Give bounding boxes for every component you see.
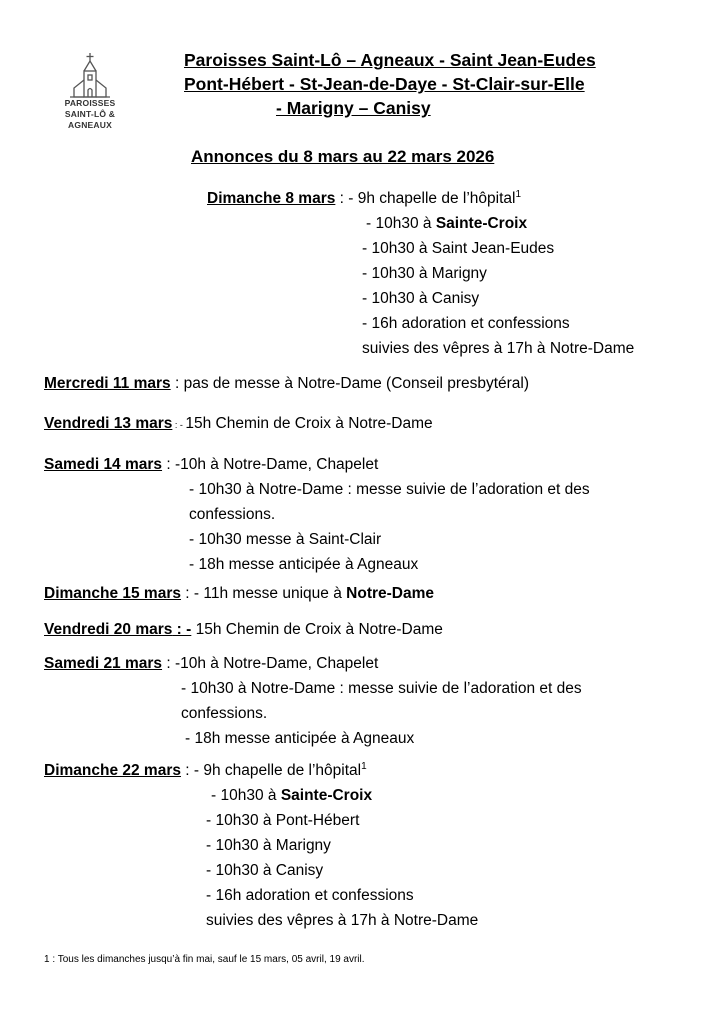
sunday-8-sep: : [335, 190, 349, 207]
sunday-8-line-1: - 9h chapelle de l’hôpital [348, 190, 516, 207]
logo-line-2: SAINT-LÔ & AGNEAUX [64, 109, 116, 130]
friday-20-block [44, 617, 443, 642]
wednesday-11-block [44, 371, 529, 396]
wednesday-11-text: : pas de messe à Notre-Dame (Conseil presbytéral) [170, 375, 530, 392]
sunday-8-line-5: - 10h30 à Canisy [362, 290, 480, 307]
header-line-1: Paroisses Saint-Lô – Agneaux - Saint Jean-Eudes [184, 50, 596, 70]
saturday-14-line-3: confessions. [189, 506, 276, 523]
header-line-2: Pont-Hébert - St-Jean-de-Daye - St-Clair-sur-Elle [184, 74, 585, 94]
sunday-8-block [207, 186, 634, 361]
sunday-22-line-4: - 10h30 à Marigny [206, 837, 331, 854]
sunday-22-line-7: suivies des vêpres à 17h à Notre-Dame [206, 912, 479, 929]
page-title: Annonces du 8 mars au 22 mars 2026 [191, 147, 495, 166]
friday-13-text: 15h Chemin de Croix à Notre-Dame [185, 415, 433, 432]
saturday-21-label: Samedi 21 mars [44, 655, 163, 672]
sunday-8-line-6: - 16h adoration et confessions [362, 315, 570, 332]
saturday-21-line-4: - 18h messe anticipée à Agneaux [185, 730, 415, 747]
sunday-15-text: : - 11h messe unique à [181, 585, 347, 602]
sunday-22-line-5: - 10h30 à Canisy [206, 862, 324, 879]
sunday-22-label: Dimanche 22 mars [44, 762, 181, 779]
church-icon [67, 52, 113, 98]
wednesday-11-label: Mercredi 11 mars [44, 375, 171, 392]
saturday-14-line-4: - 10h30 messe à Saint-Clair [189, 531, 382, 548]
saturday-21-line-3: confessions. [181, 705, 268, 722]
saturday-21-block [44, 651, 582, 751]
saturday-14-label: Samedi 14 mars [44, 456, 163, 473]
sunday-8-footnote-ref: 1 [515, 189, 522, 200]
sunday-22-line-6: - 16h adoration et confessions [206, 887, 414, 904]
sunday-8-label: Dimanche 8 mars [207, 190, 336, 207]
sunday-22-sep: : [181, 762, 194, 779]
sunday-8-line-2-bold: Sainte-Croix [435, 215, 528, 232]
friday-13-label: Vendredi 13 mars [44, 415, 173, 432]
sunday-15-bold: Notre-Dame [346, 585, 435, 602]
sunday-22-block [44, 758, 478, 933]
parish-logo [44, 52, 136, 131]
sunday-22-line-1: - 9h chapelle de l’hôpital [193, 762, 362, 779]
parish-header [184, 48, 596, 120]
friday-20-sep: : - [172, 621, 192, 638]
sunday-8-line-4: - 10h30 à Marigny [362, 265, 487, 282]
friday-13-block [44, 411, 433, 438]
sunday-22-line-2-bold: Sainte-Croix [280, 787, 373, 804]
saturday-14-line-1: : -10h à Notre-Dame, Chapelet [162, 456, 379, 473]
saturday-21-line-1: : -10h à Notre-Dame, Chapelet [162, 655, 379, 672]
logo-line-1: PAROISSES [64, 98, 116, 108]
saturday-14-line-5: - 18h messe anticipée à Agneaux [189, 556, 419, 573]
friday-20-label: Vendredi 20 mars [44, 621, 173, 638]
header-line-3: - Marigny – Canisy [276, 98, 431, 118]
sunday-8-line-7: suivies des vêpres à 17h à Notre-Dame [362, 340, 635, 357]
friday-13-sep: : - [172, 420, 186, 430]
sunday-15-label: Dimanche 15 mars [44, 585, 181, 602]
saturday-14-block [44, 452, 590, 577]
sunday-8-line-3: - 10h30 à Saint Jean-Eudes [362, 240, 555, 257]
friday-20-text: 15h Chemin de Croix à Notre-Dame [191, 621, 443, 638]
saturday-14-line-2: - 10h30 à Notre-Dame : messe suivie de l’adoration et des [189, 481, 590, 498]
sunday-15-block [44, 581, 434, 606]
sunday-22-line-3: - 10h30 à Pont-Hébert [206, 812, 360, 829]
sunday-22-line-2: - 10h30 à [211, 787, 281, 804]
saturday-21-line-2: - 10h30 à Notre-Dame : messe suivie de l’adoration et des [181, 680, 582, 697]
sunday-22-footnote-ref: 1 [361, 761, 367, 772]
footnote: 1 : Tous les dimanches jusqu’à fin mai, sauf le 15 mars, 05 avril, 19 avril. [44, 954, 365, 965]
sunday-8-line-2: - 10h30 à [366, 215, 436, 232]
